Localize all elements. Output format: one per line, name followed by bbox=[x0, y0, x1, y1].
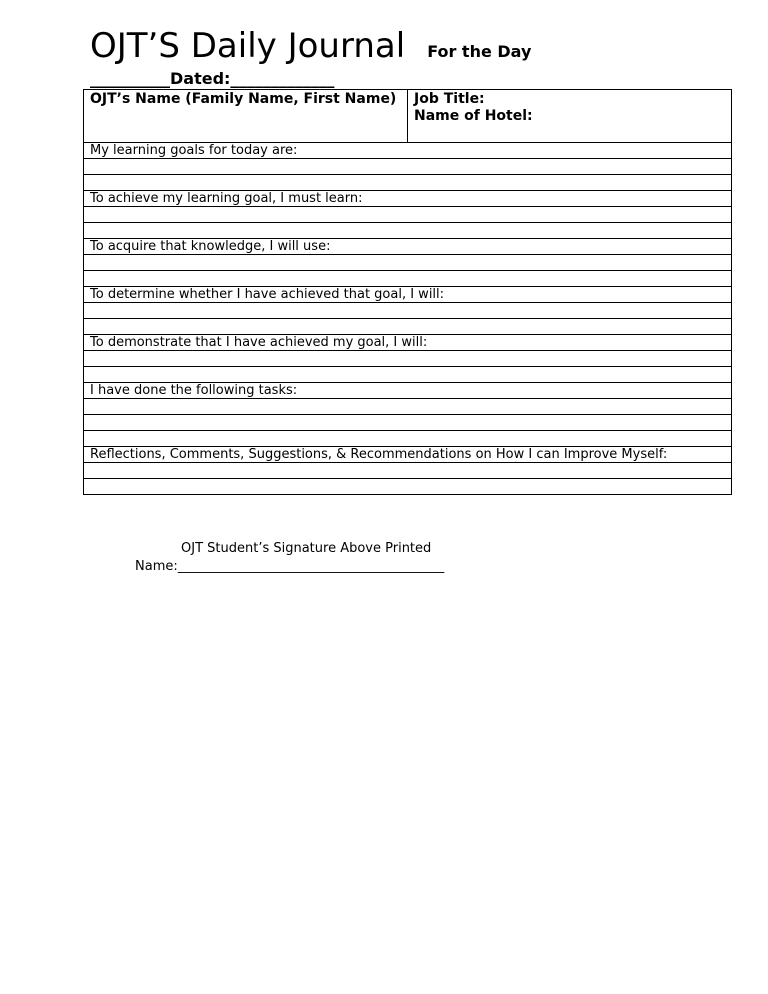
answer-line[interactable] bbox=[84, 351, 732, 367]
answer-line-cell[interactable] bbox=[84, 319, 732, 335]
journal-form-table bbox=[83, 89, 732, 495]
answer-line-cell[interactable] bbox=[84, 367, 732, 383]
printed-name-field[interactable]: Name:_________________________________________ bbox=[135, 559, 445, 574]
answer-line-cell[interactable] bbox=[84, 479, 732, 495]
answer-line[interactable] bbox=[84, 223, 732, 239]
answer-line[interactable] bbox=[84, 271, 732, 287]
section-label: To acquire that knowledge, I will use: bbox=[84, 239, 732, 255]
hotel-name-label: Name of Hotel: bbox=[414, 108, 533, 124]
section-label-row bbox=[84, 143, 732, 159]
job-title-label: Job Title: bbox=[414, 91, 485, 107]
dated-field[interactable]: __________Dated:_____________ bbox=[90, 69, 335, 88]
section-label: Reflections, Comments, Suggestions, & Recommendations on How I can Improve Myself: bbox=[84, 447, 732, 463]
answer-line-cell[interactable] bbox=[84, 463, 732, 479]
section-label: I have done the following tasks: bbox=[84, 383, 732, 399]
answer-line[interactable] bbox=[84, 399, 732, 415]
answer-line-cell[interactable] bbox=[84, 399, 732, 415]
section-label: To determine whether I have achieved that goal, I will: bbox=[84, 287, 732, 303]
info-row bbox=[84, 90, 732, 143]
answer-line-cell[interactable] bbox=[84, 351, 732, 367]
answer-line[interactable] bbox=[84, 415, 732, 431]
signature-block bbox=[135, 540, 444, 576]
signature-caption: OJT Student’s Signature Above Printed bbox=[181, 541, 432, 556]
section-label: To achieve my learning goal, I must learn: bbox=[84, 191, 732, 207]
answer-line[interactable] bbox=[84, 207, 732, 223]
ojt-name-cell[interactable] bbox=[84, 90, 408, 143]
section-label-row bbox=[84, 287, 732, 303]
answer-line-cell[interactable] bbox=[84, 415, 732, 431]
answer-line-cell[interactable] bbox=[84, 255, 732, 271]
section-label-row bbox=[84, 383, 732, 399]
section-label-row bbox=[84, 447, 732, 463]
answer-line[interactable] bbox=[84, 175, 732, 191]
answer-line-cell[interactable] bbox=[84, 431, 732, 447]
answer-line[interactable] bbox=[84, 159, 732, 175]
answer-line[interactable] bbox=[84, 319, 732, 335]
section-label: My learning goals for today are: bbox=[84, 143, 732, 159]
answer-line-cell[interactable] bbox=[84, 223, 732, 239]
document-title-line bbox=[90, 26, 531, 66]
document-subtitle: For the Day bbox=[427, 42, 532, 61]
answer-line[interactable] bbox=[84, 367, 732, 383]
document-title: OJT’S Daily Journal bbox=[90, 26, 406, 66]
answer-line[interactable] bbox=[84, 431, 732, 447]
answer-line-cell[interactable] bbox=[84, 207, 732, 223]
answer-line-cell[interactable] bbox=[84, 303, 732, 319]
section-label: To demonstrate that I have achieved my goal, I will: bbox=[84, 335, 732, 351]
job-hotel-cell[interactable] bbox=[408, 90, 732, 143]
section-label-row bbox=[84, 335, 732, 351]
section-label-row bbox=[84, 191, 732, 207]
answer-line[interactable] bbox=[84, 479, 732, 495]
section-label-row bbox=[84, 239, 732, 255]
answer-line-cell[interactable] bbox=[84, 271, 732, 287]
answer-line[interactable] bbox=[84, 255, 732, 271]
answer-line[interactable] bbox=[84, 303, 732, 319]
answer-line[interactable] bbox=[84, 463, 732, 479]
ojt-name-label: OJT’s Name (Family Name, First Name) bbox=[90, 91, 397, 107]
answer-line-cell[interactable] bbox=[84, 159, 732, 175]
answer-line-cell[interactable] bbox=[84, 175, 732, 191]
